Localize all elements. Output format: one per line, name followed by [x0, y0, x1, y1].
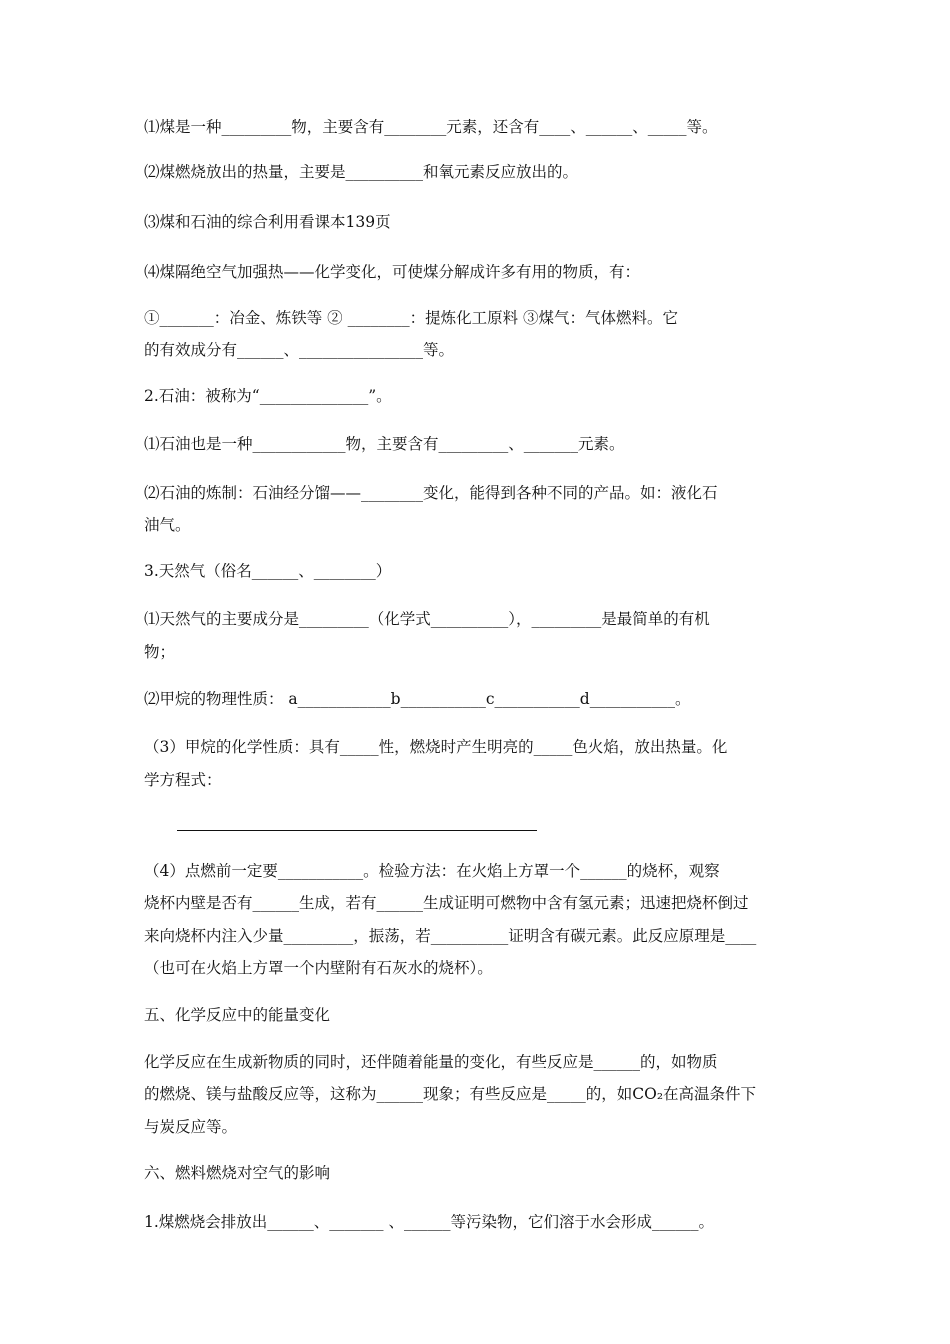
- text-line: 烧杯内壁是否有______生成，若有______生成证明可燃物中含有氢元素；迅速把烧杯倒过: [144, 894, 749, 912]
- section-heading: 六、燃料燃烧对空气的影响: [144, 1164, 331, 1182]
- text-line: ⑴煤是一种_________物，主要含有________元素，还含有____、______、_____等。: [144, 118, 718, 136]
- text-line: 学方程式：: [144, 771, 222, 789]
- text-line: ⑴石油也是一种____________物，主要含有_________、_______元素。: [144, 435, 625, 453]
- text-line: ⑵甲烷的物理性质： a____________b___________c___________d___________。: [144, 690, 691, 708]
- text-line: ⑵煤燃烧放出的热量，主要是__________和氧元素反应放出的。: [144, 163, 579, 181]
- text-line: ①_______：冶金、炼铁等 ② ________：提炼化工原料 ③煤气：气体燃料。它: [144, 309, 679, 327]
- text-line: 的燃烧、镁与盐酸反应等，这称为______现象；有些反应是_____的，如CO₂在高温条件下: [144, 1085, 757, 1103]
- text-line: ⑶煤和石油的综合利用看课本139页: [144, 213, 391, 231]
- text-line: 来向烧杯内注入少量_________，振荡，若__________证明含有碳元素。此反应原理是____: [144, 927, 757, 945]
- text-line: ⑴天然气的主要成分是_________（化学式__________），_________是最简单的有机: [144, 610, 710, 628]
- text-line: 2.石油：被称为“______________”。: [144, 387, 392, 405]
- section-heading: 五、化学反应中的能量变化: [144, 1006, 331, 1024]
- text-line: （3）甲烷的化学性质：具有_____性，燃烧时产生明亮的_____色火焰，放出热量。化: [144, 738, 728, 756]
- text-line: ⑷煤隔绝空气加强热——化学变化，可使煤分解成许多有用的物质，有：: [144, 263, 641, 281]
- text-line: （4）点燃前一定要___________。检验方法：在火焰上方罩一个______的烧杯，观察: [144, 862, 720, 880]
- text-line: 物；: [144, 643, 176, 661]
- text-line: 油气。: [144, 516, 191, 534]
- text-line: 3.天然气（俗名______、________）: [144, 562, 392, 580]
- answer-blank-line: [177, 830, 537, 831]
- text-line: （也可在火焰上方罩一个内壁附有石灰水的烧杯）。: [144, 959, 493, 977]
- text-line: 化学反应在生成新物质的同时，还伴随着能量的变化，有些反应是______的，如物质: [144, 1053, 718, 1071]
- text-line: 的有效成分有______、________________等。: [144, 341, 455, 359]
- text-line: 1.煤燃烧会排放出______、_______ 、______等污染物，它们溶于水会形成______。: [144, 1213, 714, 1231]
- text-line: ⑵石油的炼制：石油经分馏——________变化，能得到各种不同的产品。如：液化石: [144, 484, 718, 502]
- text-line: 与炭反应等。: [144, 1118, 238, 1136]
